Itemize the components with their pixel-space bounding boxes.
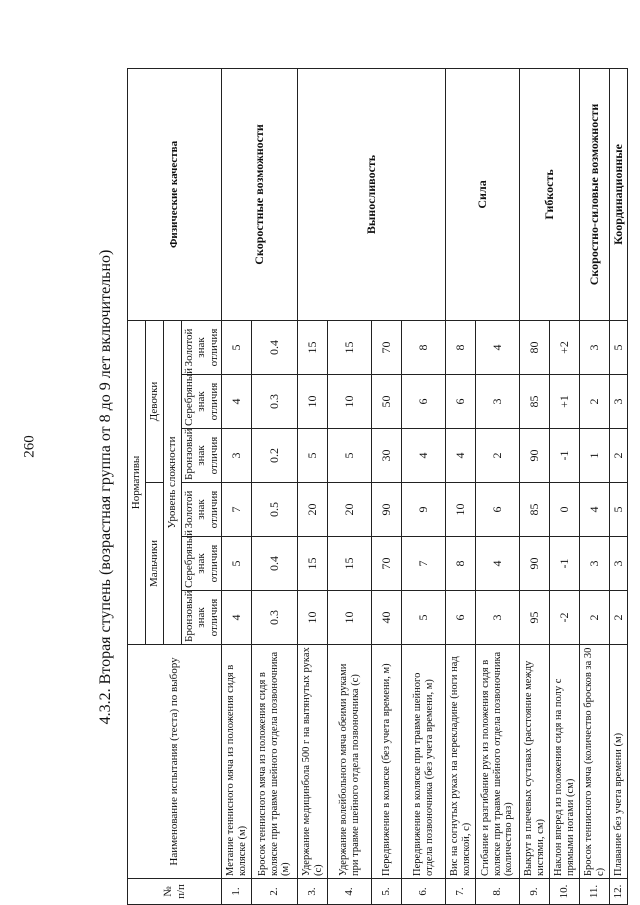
boys-gold-value: 10 [446,483,476,537]
girls-silver-value: 10 [328,375,372,429]
table-row [222,68,252,904]
boys-silver-value: 70 [372,537,402,591]
boys-bronze-value: 10 [298,591,328,645]
boys-bronze-value: 6 [446,591,476,645]
girls-gold-value: 0.4 [252,320,298,374]
girls-silver-value: 0.3 [252,375,298,429]
girls-gold-value: +2 [550,320,580,374]
row-number: 6. [402,879,446,905]
girls-silver-value: 2 [580,375,610,429]
header-girls-bronze: Бронзовый знак отличия [182,429,222,483]
header-physical-qualities: Физические качества [128,68,222,320]
boys-gold-value: 90 [372,483,402,537]
row-number: 9. [520,879,550,905]
test-name: Вис на согнутых руках на перекладине (ноги над коляской, с) [446,645,476,879]
boys-gold-value: 9 [402,483,446,537]
girls-bronze-value: 90 [520,429,550,483]
girls-silver-value: 6 [402,375,446,429]
boys-bronze-value: 3 [476,591,520,645]
girls-bronze-value: 1 [580,429,610,483]
test-name: Наклон вперед из положения сидя на полу с прямыми ногами (см) [550,645,580,879]
boys-gold-value: 20 [298,483,328,537]
girls-bronze-value: 4 [402,429,446,483]
header-boys: Мальчики [146,483,164,645]
header-boys-bronze: Бронзовый знак отличия [182,591,222,645]
boys-silver-value: 8 [446,537,476,591]
girls-bronze-value: 3 [222,429,252,483]
standards-table-wrapper [127,69,628,905]
girls-gold-value: 80 [520,320,550,374]
header-norms: Нормативы [128,320,146,644]
girls-bronze-value: 5 [328,429,372,483]
girls-gold-value: 8 [402,320,446,374]
test-name: Сгибание и разгибание рук из положения сидя в коляске при травме шейного отдела позвоночника (количество раз) [476,645,520,879]
test-name: Передвижение в коляске (без учета времени, м) [372,645,402,879]
boys-gold-value: 0.5 [252,483,298,537]
boys-bronze-value: 2 [580,591,610,645]
girls-gold-value: 4 [476,320,520,374]
header-difficulty-level: Уровень сложности [164,320,182,644]
boys-gold-value: 7 [222,483,252,537]
boys-gold-value: 4 [580,483,610,537]
table-row [446,68,476,904]
header-boys-gold: Золотой знак отличия [182,483,222,537]
girls-silver-value: 85 [520,375,550,429]
boys-bronze-value: 10 [328,591,372,645]
boys-bronze-value: -2 [550,591,580,645]
girls-bronze-value: 4 [446,429,476,483]
boys-silver-value: 0.4 [252,537,298,591]
row-number: 7. [446,879,476,905]
boys-silver-value: 15 [328,537,372,591]
boys-bronze-value: 40 [372,591,402,645]
girls-bronze-value: -1 [550,429,580,483]
row-number: 12. [610,879,628,905]
boys-bronze-value: 4 [222,591,252,645]
girls-bronze-value: 5 [298,429,328,483]
boys-bronze-value: 0.3 [252,591,298,645]
row-number: 2. [252,879,298,905]
row-number: 11. [580,879,610,905]
header-test-name: Наименование испытания (теста) по выбору [128,645,222,879]
table-row [520,68,550,904]
girls-gold-value: 5 [222,320,252,374]
row-number: 4. [328,879,372,905]
standards-table [127,68,628,905]
section-title: 4.3.2. Вторая ступень (возрастная группа от 8 до 9 лет включительно) [97,249,114,725]
row-number: 5. [372,879,402,905]
boys-silver-value: 5 [222,537,252,591]
boys-silver-value: 90 [520,537,550,591]
boys-silver-value: -1 [550,537,580,591]
boys-gold-value: 20 [328,483,372,537]
boys-silver-value: 7 [402,537,446,591]
girls-bronze-value: 2 [610,429,628,483]
girls-gold-value: 5 [610,320,628,374]
header-girls-silver: Серебряный знак отличия [182,375,222,429]
quality-endurance: Выносливость [298,68,446,320]
girls-gold-value: 70 [372,320,402,374]
boys-gold-value: 5 [610,483,628,537]
row-number: 1. [222,879,252,905]
girls-silver-value: 3 [476,375,520,429]
girls-bronze-value: 2 [476,429,520,483]
test-name: Бросок теннисного мяча (количество бросков за 30 с) [580,645,610,879]
test-name: Плавание без учета времени (м) [610,645,628,879]
boys-bronze-value: 5 [402,591,446,645]
girls-silver-value: 50 [372,375,402,429]
girls-silver-value: 3 [610,375,628,429]
row-number: 3. [298,879,328,905]
girls-gold-value: 8 [446,320,476,374]
table-row [610,68,628,904]
girls-gold-value: 15 [298,320,328,374]
boys-gold-value: 85 [520,483,550,537]
test-name: Выкрут в плечевых суставах (расстояние между кистями, см) [520,645,550,879]
girls-bronze-value: 30 [372,429,402,483]
girls-silver-value: 4 [222,375,252,429]
boys-silver-value: 3 [610,537,628,591]
table-row [580,68,610,904]
row-number: 10. [550,879,580,905]
header-num: № п/п [128,879,222,905]
page-number: 260 [21,435,38,458]
test-name: Бросок теннисного мяча из положения сидя в коляске при травме шейного отдела позвоночника (м) [252,645,298,879]
girls-bronze-value: 0.2 [252,429,298,483]
boys-silver-value: 15 [298,537,328,591]
boys-gold-value: 0 [550,483,580,537]
quality-coordination: Координационные [610,68,628,320]
boys-bronze-value: 2 [610,591,628,645]
test-name: Удержание медицинбола 500 г на вытянутых руках (с) [298,645,328,879]
boys-silver-value: 3 [580,537,610,591]
test-name: Метание теннисного мяча из положения сидя в коляске (м) [222,645,252,879]
boys-bronze-value: 95 [520,591,550,645]
rotated-page-content [91,69,623,905]
quality-flexibility: Гибкость [520,68,580,320]
quality-speed: Скоростные возможности [222,68,298,320]
boys-silver-value: 4 [476,537,520,591]
girls-silver-value: 6 [446,375,476,429]
girls-gold-value: 15 [328,320,372,374]
boys-gold-value: 6 [476,483,520,537]
girls-silver-value: 10 [298,375,328,429]
girls-silver-value: +1 [550,375,580,429]
girls-gold-value: 3 [580,320,610,374]
row-number: 8. [476,879,520,905]
header-girls: Девочки [146,320,164,482]
header-girls-gold: Золотой знак отличия [182,320,222,374]
table-row [298,68,328,904]
quality-speed-strength: Скоростно-силовые возможности [580,68,610,320]
quality-strength: Сила [446,68,520,320]
test-name: Удержание волейбольного мяча обеими руками при травме шейного отдела позвоночника (с) [328,645,372,879]
test-name: Передвижение в коляске при травме шейного отдела позвоночника (без учета времени, м) [402,645,446,879]
header-boys-silver: Серебряный знак отличия [182,537,222,591]
